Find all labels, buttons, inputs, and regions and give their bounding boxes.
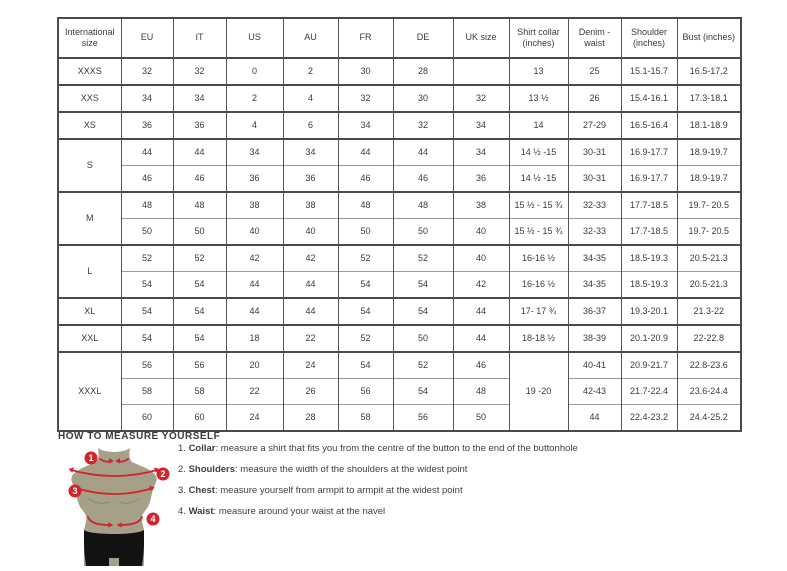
table-row [58,245,741,272]
cell: 40 [283,219,338,246]
step-number: 3. [178,485,189,496]
mannequin-figure [62,446,182,566]
cell: 34-35 [568,272,621,299]
mannequin-illustration [62,446,182,566]
cell: 54 [338,298,393,325]
cell: 18-18 ½ [509,325,568,352]
cell: 44 [453,325,509,352]
step-text: : measure yourself from armpit to armpit at the widest point [214,485,463,496]
column-header-us: US [226,18,283,58]
size-group-label: XXS [58,85,121,112]
cell: 46 [393,166,453,193]
table-row [58,166,741,193]
badge-4-number: 4 [150,514,156,525]
cell: 52 [173,245,226,272]
cell: 38 [283,192,338,219]
cell: 32 [173,58,226,85]
measure-step [178,443,698,455]
cell: 50 [393,325,453,352]
cell: 30-31 [568,139,621,166]
cell: 36 [173,112,226,139]
cell: 15.1-15.7 [621,58,677,85]
table-row [58,85,741,112]
cell: 14 [509,112,568,139]
cell: 46 [121,166,173,193]
cell: 44 [283,298,338,325]
cell: 26 [568,85,621,112]
cell: 54 [393,272,453,299]
cell: 16-16 ½ [509,272,568,299]
cell: 42 [283,245,338,272]
cell: 17.7-18.5 [621,219,677,246]
cell: 54 [393,379,453,405]
cell: 44 [338,139,393,166]
cell: 16.5-17.2 [677,58,741,85]
size-group-label: XXXS [58,58,121,85]
measure-section-title: HOW TO MEASURE YOURSELF [58,431,221,442]
table-row [58,352,741,379]
cell: 32 [393,112,453,139]
cell: 52 [393,352,453,379]
cell: 56 [121,352,173,379]
table-row [58,325,741,352]
cell: 36-37 [568,298,621,325]
cell: 32-33 [568,192,621,219]
step-text: : measure a shirt that fits you from the centre of the button to the end of the buttonhole [215,443,578,454]
cell: 42-43 [568,379,621,405]
cell: 4 [283,85,338,112]
cell: 46 [338,166,393,193]
cell: 44 [453,298,509,325]
cell: 25 [568,58,621,85]
cell: 50 [338,219,393,246]
cell: 34 [121,85,173,112]
step-number: 4. [178,506,189,517]
table-row [58,192,741,219]
cell: 60 [173,405,226,432]
cell: 34 [338,112,393,139]
cell: 21.3-22 [677,298,741,325]
cell: 46 [453,352,509,379]
cell: 13 ½ [509,85,568,112]
badge-3-number: 3 [72,486,78,497]
cell: 50 [121,219,173,246]
cell: 36 [283,166,338,193]
cell: 22 [283,325,338,352]
cell: 50 [173,219,226,246]
cell: 50 [393,219,453,246]
cell: 14 ½ -15 [509,139,568,166]
header-row [58,18,741,58]
cell: 42 [453,272,509,299]
cell: 30-31 [568,166,621,193]
table-row [58,272,741,299]
cell: 19.3-20.1 [621,298,677,325]
badge-1-number: 1 [88,453,94,464]
cell: 27-29 [568,112,621,139]
cell: 32 [121,58,173,85]
cell: 15 ½ - 15 ¾ [509,192,568,219]
size-group-label: XS [58,112,121,139]
cell: 15 ½ - 15 ¾ [509,219,568,246]
table-row [58,405,741,432]
cell: 16-16 ½ [509,245,568,272]
cell: 17.3-18.1 [677,85,741,112]
cell: 34 [453,112,509,139]
cell: 15.4-16.1 [621,85,677,112]
cell: 22-22.8 [677,325,741,352]
cell: 44 [121,139,173,166]
cell: 18.9-19.7 [677,139,741,166]
table-row [58,58,741,85]
cell: 40 [453,219,509,246]
cell: 20.5-21.3 [677,272,741,299]
cell: 48 [121,192,173,219]
cell: 52 [338,325,393,352]
cell: 44 [283,272,338,299]
size-group-label: M [58,192,121,245]
cell: 40-41 [568,352,621,379]
cell: 22.4-23.2 [621,405,677,432]
cell: 19.7- 20.5 [677,219,741,246]
cell: 52 [338,245,393,272]
step-label: Waist [188,506,214,517]
cell: 54 [173,325,226,352]
size-chart [57,17,742,432]
cell: 48 [393,192,453,219]
cell: 38 [453,192,509,219]
cell: 60 [121,405,173,432]
cell: 28 [393,58,453,85]
cell: 24 [283,352,338,379]
cell: 56 [173,352,226,379]
cell: 54 [173,272,226,299]
cell: 0 [226,58,283,85]
cell: 24 [226,405,283,432]
column-header-au: AU [283,18,338,58]
cell: 44 [568,405,621,432]
step-label: Collar [188,443,216,454]
cell: 21.7-22.4 [621,379,677,405]
cell: 44 [173,139,226,166]
size-group-label: S [58,139,121,192]
size-chart-table [57,17,742,432]
cell: 34 [283,139,338,166]
cell: 58 [338,405,393,432]
cell: 26 [283,379,338,405]
column-header-fr: FR [338,18,393,58]
cell: 48 [338,192,393,219]
size-group-label: L [58,245,121,298]
column-header-international-size: International size [58,18,121,58]
table-row [58,298,741,325]
cell: 54 [121,298,173,325]
cell: 42 [226,245,283,272]
cell: 56 [338,379,393,405]
cell: 13 [509,58,568,85]
cell: 14 ½ -15 [509,166,568,193]
column-header-shirt-collar: Shirt collar (inches) [509,18,568,58]
cell: 20 [226,352,283,379]
cell: 18.5-19.3 [621,272,677,299]
step-number: 1. [178,443,189,454]
cell [453,58,509,85]
measure-step [178,485,698,497]
cell: 40 [453,245,509,272]
cell: 18.5-19.3 [621,245,677,272]
cell: 28 [283,405,338,432]
cell: 17.7-18.5 [621,192,677,219]
cell: 40 [226,219,283,246]
step-label: Chest [188,485,215,496]
cell: 32-33 [568,219,621,246]
cell: 48 [453,379,509,405]
cell: 34 [226,139,283,166]
cell: 20.9-21.7 [621,352,677,379]
cell: 16.5-16.4 [621,112,677,139]
step-label: Shoulders [188,464,236,475]
step-number: 2. [178,464,189,475]
cell: 38 [226,192,283,219]
table-row [58,112,741,139]
table-row [58,139,741,166]
step-text: : measure around your waist at the navel [213,506,386,517]
cell: 17- 17 ¾ [509,298,568,325]
table-row [58,219,741,246]
cell: 52 [121,245,173,272]
column-header-denim-waist: Denim - waist [568,18,621,58]
column-header-it: IT [173,18,226,58]
column-header-eu: EU [121,18,173,58]
cell: 22.8-23.6 [677,352,741,379]
cell: 34-35 [568,245,621,272]
cell: 46 [173,166,226,193]
measure-steps-list [178,443,698,518]
cell: 24.4-25.2 [677,405,741,432]
cell: 22 [226,379,283,405]
cell: 44 [226,298,283,325]
cell: 6 [283,112,338,139]
cell: 54 [121,325,173,352]
cell: 19.7- 20.5 [677,192,741,219]
size-group-label: XL [58,298,121,325]
cell: 54 [338,352,393,379]
cell: 34 [173,85,226,112]
cell: 4 [226,112,283,139]
step-text: : measure the width of the shoulders at the widest point [235,464,468,475]
measure-step [178,464,698,476]
size-group-label: XXXL [58,352,121,431]
cell: 16.9-17.7 [621,166,677,193]
size-group-label: XXL [58,325,121,352]
cell: 44 [226,272,283,299]
cell: 30 [338,58,393,85]
column-header-de: DE [393,18,453,58]
cell: 44 [393,139,453,166]
cell: 36 [121,112,173,139]
cell: 20.1-20.9 [621,325,677,352]
cell: 23.6-24.4 [677,379,741,405]
cell: 54 [173,298,226,325]
cell: 50 [453,405,509,432]
cell: 54 [121,272,173,299]
cell: 20.5-21.3 [677,245,741,272]
cell: 32 [338,85,393,112]
cell: 16.9-17.7 [621,139,677,166]
cell: 19 -20 [509,352,568,431]
cell: 38-39 [568,325,621,352]
cell: 18 [226,325,283,352]
cell: 58 [121,379,173,405]
cell: 34 [453,139,509,166]
cell: 2 [226,85,283,112]
column-header-bust: Bust (inches) [677,18,741,58]
cell: 2 [283,58,338,85]
cell: 36 [226,166,283,193]
measure-step [178,506,698,518]
cell: 56 [393,405,453,432]
table-row [58,379,741,405]
cell: 18.1-18.9 [677,112,741,139]
cell: 30 [393,85,453,112]
cell: 52 [393,245,453,272]
cell: 36 [453,166,509,193]
column-header-shoulder: Shoulder (inches) [621,18,677,58]
cell: 32 [453,85,509,112]
cell: 18.9-19.7 [677,166,741,193]
badge-2-number: 2 [160,469,166,480]
cell: 54 [393,298,453,325]
cell: 48 [173,192,226,219]
cell: 58 [173,379,226,405]
column-header-uk: UK size [453,18,509,58]
cell: 54 [338,272,393,299]
